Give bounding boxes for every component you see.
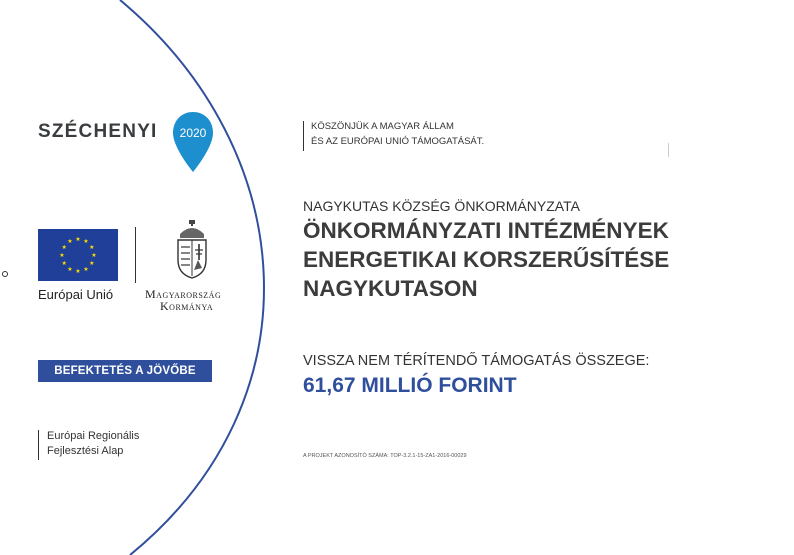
- project-title-line1: ÖNKORMÁNYZATI INTÉZMÉNYEK: [303, 218, 669, 243]
- thanks-line1: KÖSZÖNJÜK A MAGYAR ÁLLAM: [311, 121, 454, 132]
- fund-label-line1: Európai Regionális: [47, 430, 140, 442]
- coat-of-arms-icon: [172, 220, 212, 280]
- szechenyi-wordmark: SZÉCHENYI: [38, 121, 158, 142]
- registration-dot: [2, 271, 8, 277]
- project-title-line3: NAGYKUTASON: [303, 276, 478, 301]
- project-title: [303, 216, 763, 303]
- fund-label-line2: Fejlesztési Alap: [47, 445, 124, 457]
- eu-star-icon: ★: [89, 245, 95, 251]
- thanks-line2: ÉS AZ EURÓPAI UNIÓ TÁMOGATÁSÁT.: [311, 136, 485, 147]
- gov-label-line1: Magyarország: [145, 287, 222, 301]
- support-label: VISSZA NEM TÉRÍTENDŐ TÁMOGATÁS ÖSSZEGE:: [303, 353, 650, 369]
- gov-label-line2: Kormánya: [160, 299, 214, 313]
- eu-star-icon: ★: [83, 239, 89, 246]
- project-id: A PROJEKT AZONOSÍTÓ SZÁMA: TOP-3.2.1-15-ZA1-2016-00029: [303, 453, 467, 459]
- project-title-line2: ENERGETIKAI KORSZERŰSÍTÉSE: [303, 247, 670, 272]
- thanks-bar: [303, 121, 304, 151]
- beneficiary-name: NAGYKUTAS KÖZSÉG ÖNKORMÁNYZATA: [303, 198, 580, 214]
- support-amount: 61,67 MILLIÓ FORINT: [303, 374, 517, 397]
- eu-star-icon: ★: [75, 269, 81, 275]
- eu-star-icon: ★: [67, 239, 73, 246]
- logo-divider: [135, 227, 136, 283]
- eu-star-icon: ★: [83, 266, 89, 273]
- eu-star-icon: ★: [61, 245, 67, 251]
- eu-star-icon: ★: [89, 261, 95, 267]
- szechenyi-pin-icon: [171, 110, 215, 174]
- szechenyi-year: 2020: [179, 126, 207, 140]
- faint-mark: [668, 143, 669, 157]
- eu-star-icon: ★: [91, 253, 97, 259]
- fund-bar: [38, 430, 39, 460]
- eu-star-icon: ★: [59, 253, 65, 259]
- eu-star-icon: ★: [61, 261, 67, 267]
- eu-label: Európai Unió: [38, 287, 114, 302]
- eu-flag-icon: [38, 229, 118, 281]
- invest-banner: BEFEKTETÉS A JÖVŐBE: [38, 360, 212, 382]
- eu-star-icon: ★: [67, 266, 73, 273]
- eu-star-icon: ★: [75, 237, 81, 243]
